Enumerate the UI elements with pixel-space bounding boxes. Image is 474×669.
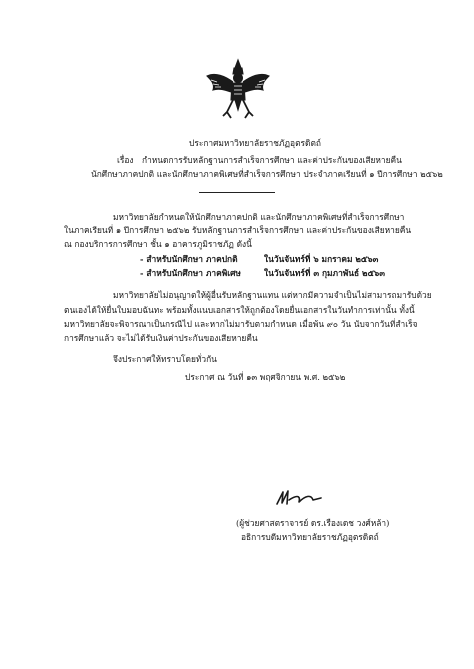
paragraph-1-line-1: มหาวิทยาลัยกำหนดให้นักศึกษาภาคปกติ และนักศึกษาภาคพิเศษที่สำเร็จการศึกษา (113, 212, 405, 222)
paragraph-1-line-3: ณ กองบริการการศึกษา ชั้น ๑ อาคารภูมิราชภัฏ ดังนี้ (64, 239, 252, 249)
signatory-position: อธิการบดีมหาวิทยาลัยราชภัฏอุตรดิตถ์ (241, 532, 379, 542)
schedule-group-regular: - สำหรับนักศึกษา ภาคปกติ (140, 254, 238, 264)
paragraph-2-line-3: มหาวิทยาลัยจะพิจารณาเป็นกรณีไป และหากไม่มารับตามกำหนด เมื่อพ้น ๙๐ วัน นับจากวันที่สำเร็จ (64, 319, 418, 329)
schedule-date-regular: ในวันจันทร์ที่ ๖ มกราคม ๒๕๖๓ (264, 254, 379, 264)
subject-line-2: นักศึกษาภาคปกติ และนักศึกษาภาคพิเศษที่สำเร็จการศึกษา ประจำภาคเรียนที่ ๑ ปีการศึกษา ๒๕๖๒ (91, 169, 443, 179)
garuda-emblem (203, 56, 273, 126)
paragraph-2-line-2: ตนเองได้ให้ยื่นใบมอบฉันทะ พร้อมทั้งแนบเอกสารให้ถูกต้องโดยยื่นเอกสารในวันทำการเท่านั้น ทั้งนี้ (64, 305, 415, 315)
subject-text: กำหนดการรับหลักฐานการสำเร็จการศึกษา และค่าประกันของเสียหายคืน (142, 155, 402, 165)
paragraph-2-line-4: การศึกษาแล้ว จะไม่ได้รับเงินค่าประกันของเสียหายคืน (64, 333, 258, 343)
closing-text: จึงประกาศให้ทราบโดยทั่วกัน (113, 354, 217, 364)
announcement-date: ประกาศ ณ วันที่ ๑๓ พฤศจิกายน พ.ศ. ๒๕๖๒ (185, 372, 346, 382)
subject-label: เรื่อง (117, 155, 134, 165)
announcement-title: ประกาศมหาวิทยาลัยราชภัฏอุตรดิตถ์ (189, 138, 321, 148)
signatory-name: (ผู้ช่วยศาสตราจารย์ ดร.เรืองเดช วงศ์หล้า) (236, 518, 390, 528)
paragraph-1-line-2: ในภาคเรียนที่ ๑ ปีการศึกษา ๒๕๖๒ รับหลักฐานการสำเร็จการศึกษา และค่าประกันของเสียหายคืน (64, 225, 412, 235)
handwritten-signature (275, 486, 325, 510)
paragraph-2-line-1: มหาวิทยาลัยไม่อนุญาตให้ผู้อื่นรับหลักฐานแทน แต่หากมีความจำเป็นไม่สามารถมารับด้วย (113, 290, 432, 300)
schedule-date-special: ในวันจันทร์ที่ ๓ กุมภาพันธ์ ๒๕๖๓ (264, 268, 385, 278)
schedule-group-special: - สำหรับนักศึกษา ภาคพิเศษ (140, 268, 241, 278)
divider-line (199, 192, 275, 193)
